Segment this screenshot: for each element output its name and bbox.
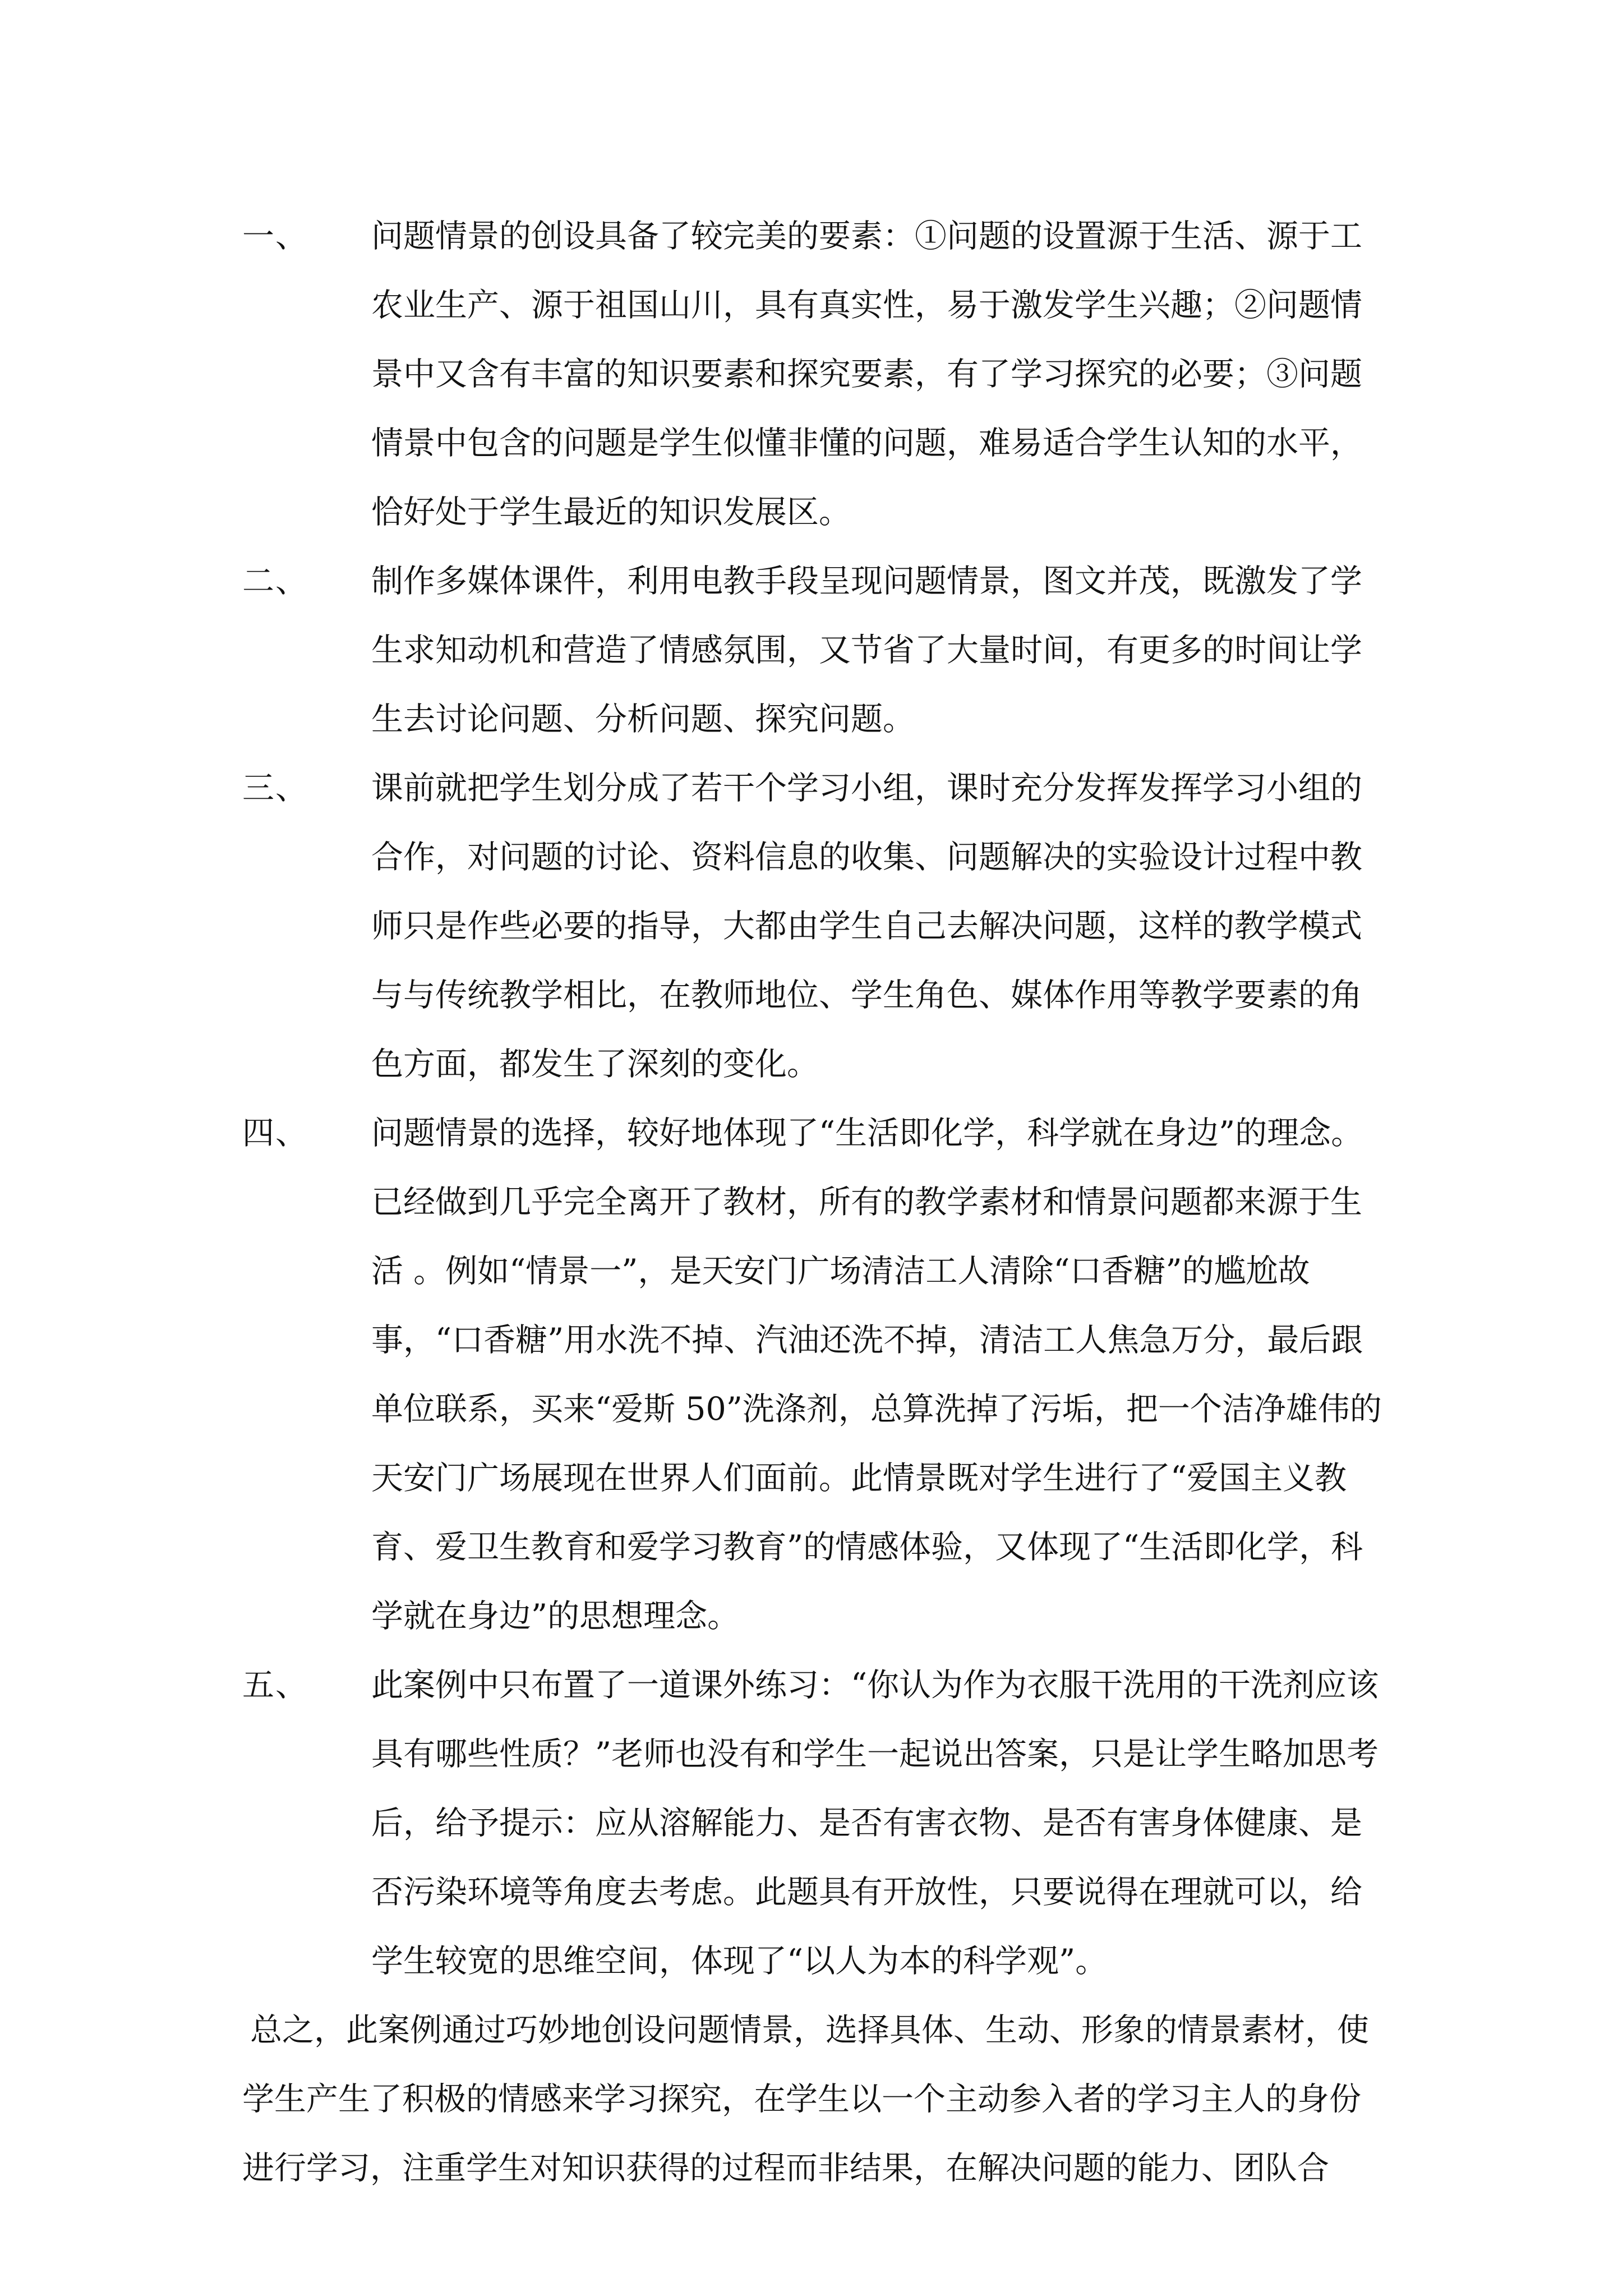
list-item-3 bbox=[242, 754, 1386, 1099]
item-text-2: 制作多媒体课件，利用电教手段呈现问题情景，图文并茂，既激发了学生求知动机和营造了情感氛围，又节省了大量时间，有更多的时间让学生去讨论问题、分析问题、探究问题。 bbox=[371, 563, 1362, 738]
list-item-4 bbox=[242, 1099, 1386, 1651]
summary-paragraph: 总之，此案例通过巧妙地创设问题情景，选择具体、生动、形象的情景素材，使学生产生了积极的情感来学习探究，在学生以一个主动参入者的学习主人的身份进行学习，注重学生对知识获得的过程而非结果，在解决问题的能力、团队合 bbox=[242, 2012, 1369, 2187]
list-item-5 bbox=[242, 1651, 1386, 1996]
item-number-3: 三、 bbox=[242, 770, 308, 807]
item-number-5: 五、 bbox=[242, 1667, 308, 1704]
item-text-3: 课前就把学生划分成了若干个学习小组，课时充分发挥发挥学习小组的合作，对问题的讨论、资料信息的收集、问题解决的实验设计过程中教师只是作些必要的指导，大都由学生自己去解决问题，这样的教学模式与与传统教学相比，在教师地位、学生角色、媒体作用等教学要素的角色方面，都发生了深刻的变化。 bbox=[371, 770, 1362, 1083]
item-number-1: 一、 bbox=[242, 218, 308, 255]
item-number-4: 四、 bbox=[242, 1115, 308, 1152]
document-body bbox=[242, 202, 1386, 2203]
list-item-1 bbox=[242, 202, 1386, 547]
item-text-1: 问题情景的创设具备了较完美的要素：①问题的设置源于生活、源于工农业生产、源于祖国山川，具有真实性，易于激发学生兴趣；②问题情景中又含有丰富的知识要素和探究要素，有了学习探究的必要；③问题情景中包含的问题是学生似懂非懂的问题，难易适合学生认知的水平，恰好处于学生最近的知识发展区。 bbox=[371, 218, 1362, 531]
item-text-4: 问题情景的选择，较好地体现了“生活即化学，科学就在身边”的理念。已经做到几乎完全离开了教材，所有的教学素材和情景问题都来源于生活 。例如“情景一”，是天安门广场清洁工人清除“口香糖”的尴尬故事，“口香糖”用水洗不掉、汽油还洗不掉，清洁工人焦急万分，最后跟单位联系，买来“爱斯 50”洗涤剂，总算洗掉了污垢，把一个洁净雄伟的天安门广场展现在世界人们面前。此情景既对学生进行了“爱国主义教育、爱卫生教育和爱学习教育”的情感体验，又体现了“生活即化学，科学就在身边”的思想理念。 bbox=[371, 1115, 1382, 1635]
item-number-2: 二、 bbox=[242, 563, 308, 600]
list-item-2 bbox=[242, 547, 1386, 754]
item-text-5: 此案例中只布置了一道课外练习：“你认为作为衣服干洗用的干洗剂应该具有哪些性质？”老师也没有和学生一起说出答案，只是让学生略加思考后，给予提示：应从溶解能力、是否有害衣物、是否有害身体健康、是否污染环境等角度去考虑。此题具有开放性，只要说得在理就可以，给学生较宽的思维空间，体现了“以人为本的科学观”。 bbox=[371, 1667, 1379, 1980]
